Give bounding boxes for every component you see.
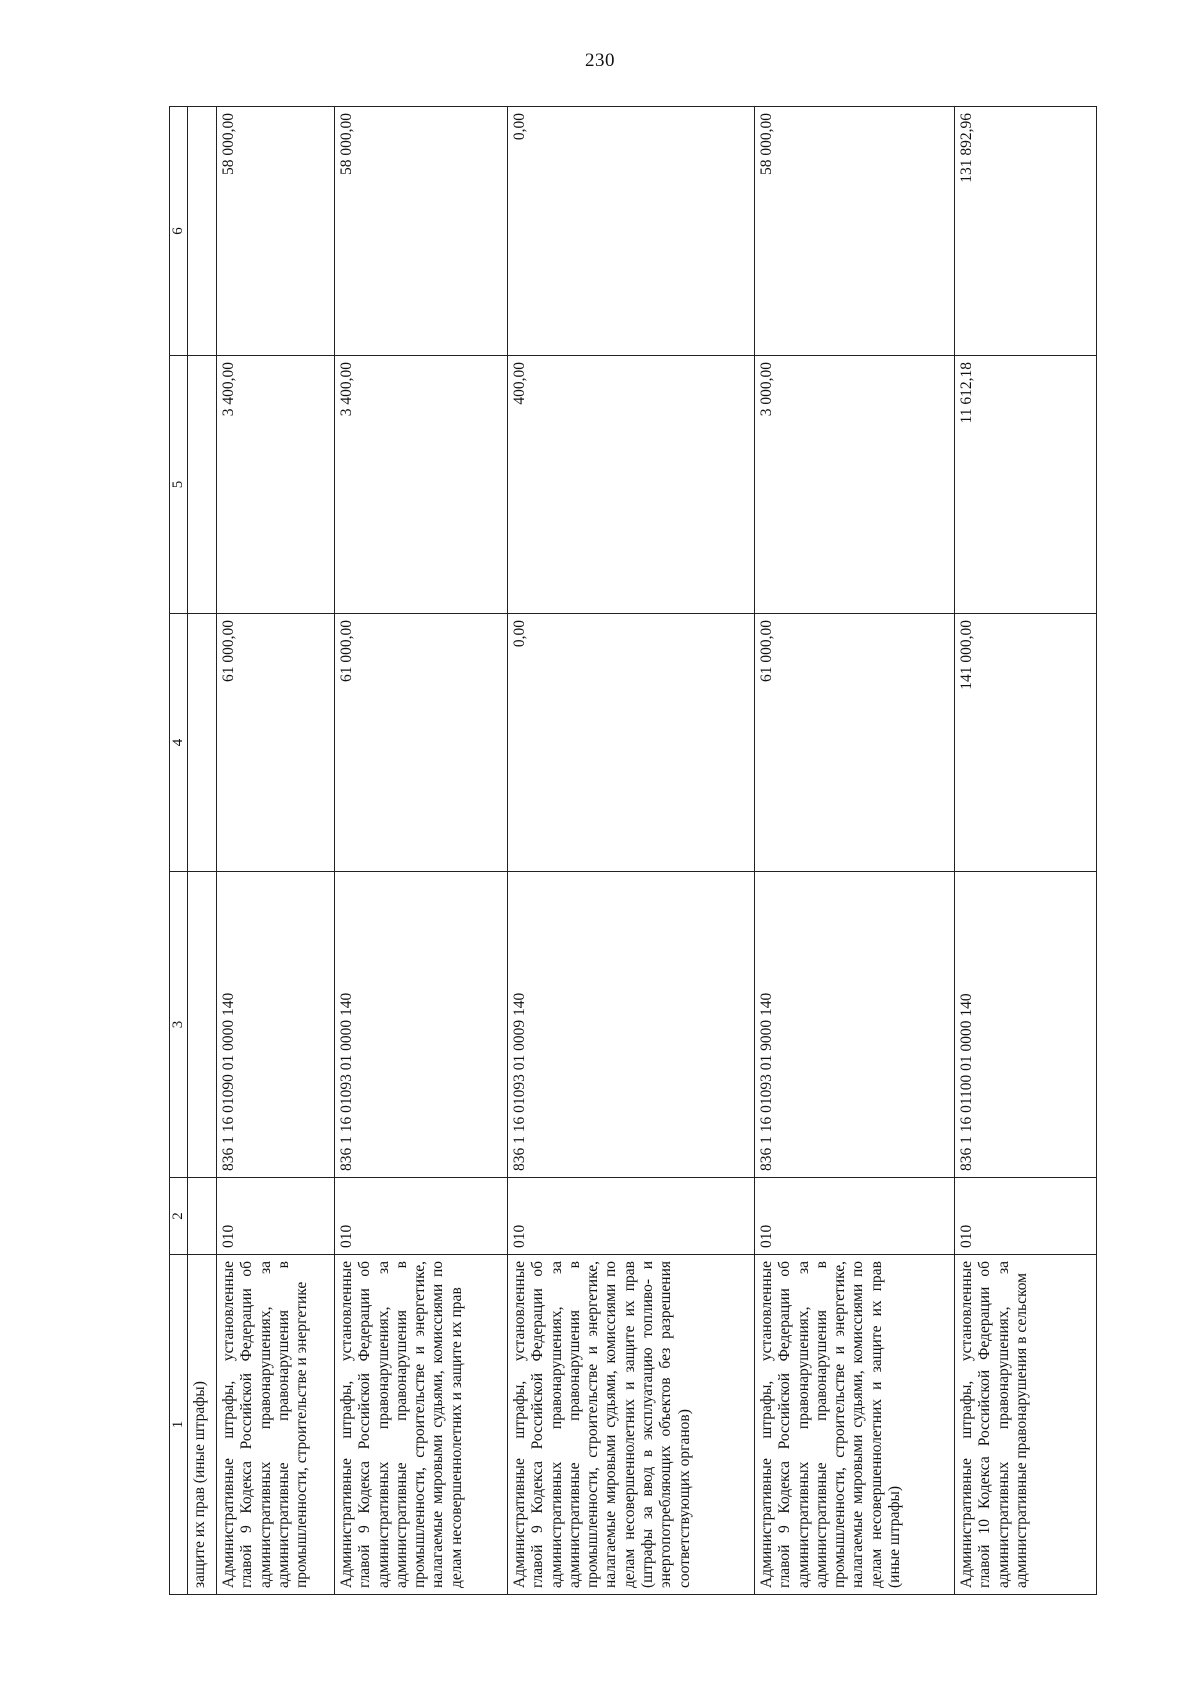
row-code: 836 1 16 01100 01 0000 140 <box>955 872 1097 1178</box>
continuation-empty-cell <box>188 356 217 614</box>
header-col-5: 5 <box>170 356 188 614</box>
row-col5: 11 612,18 <box>955 356 1097 614</box>
continuation-text: защите их прав (иные штрафы) <box>188 1255 217 1595</box>
row-col4: 0,00 <box>508 614 755 872</box>
table-header-row <box>170 107 188 1595</box>
row-col6: 58 000,00 <box>217 107 335 356</box>
row-col5: 3 400,00 <box>217 356 335 614</box>
row-col6: 58 000,00 <box>755 107 955 356</box>
rotated-table-container <box>169 107 1097 1595</box>
row-code: 836 1 16 01093 01 0009 140 <box>508 872 755 1178</box>
table-row <box>217 107 335 1595</box>
row-col6: 0,00 <box>508 107 755 356</box>
table-row <box>755 107 955 1595</box>
continuation-empty-cell <box>188 872 217 1178</box>
row-code: 836 1 16 01093 01 0000 140 <box>335 872 508 1178</box>
table-row <box>955 107 1097 1595</box>
row-col6: 58 000,00 <box>335 107 508 356</box>
continuation-empty-cell <box>188 107 217 356</box>
header-col-6: 6 <box>170 107 188 356</box>
table-row <box>335 107 508 1595</box>
row-col2: 010 <box>217 1178 335 1255</box>
row-col2: 010 <box>335 1178 508 1255</box>
header-col-1: 1 <box>170 1255 188 1595</box>
row-col2: 010 <box>508 1178 755 1255</box>
continuation-row <box>188 107 217 1595</box>
row-description: Административные штрафы, установленные главой 10 Кодекса Российской Федерации об административных правонарушениях, за административные правонарушения в сельском <box>955 1255 1097 1595</box>
row-col2: 010 <box>955 1178 1097 1255</box>
table-row <box>508 107 755 1595</box>
row-col4: 141 000,00 <box>955 614 1097 872</box>
row-col6: 131 892,96 <box>955 107 1097 356</box>
row-code: 836 1 16 01093 01 9000 140 <box>755 872 955 1178</box>
row-description: Административные штрафы, установленные главой 9 Кодекса Российской Федерации об административных правонарушениях, за административные правонарушения в промышленности, строительстве и энергетике, налагаемые мировыми судьями, комиссиями по делам несовершеннолетних и защите их прав (иные штрафы) <box>755 1255 955 1595</box>
row-description: Административные штрафы, установленные главой 9 Кодекса Российской Федерации об административных правонарушениях, за административные правонарушения в промышленности, строительстве и энергетике, налагаемые мировыми судьями, комиссиями по делам несовершеннолетних и защите их прав <box>335 1255 508 1595</box>
row-col5: 400,00 <box>508 356 755 614</box>
header-col-4: 4 <box>170 614 188 872</box>
row-col2: 010 <box>755 1178 955 1255</box>
header-col-2: 2 <box>170 1178 188 1255</box>
continuation-empty-cell <box>188 1178 217 1255</box>
row-col5: 3 000,00 <box>755 356 955 614</box>
header-col-3: 3 <box>170 872 188 1178</box>
row-col4: 61 000,00 <box>335 614 508 872</box>
row-col4: 61 000,00 <box>755 614 955 872</box>
row-col4: 61 000,00 <box>217 614 335 872</box>
page-number: 230 <box>585 50 615 71</box>
budget-table <box>169 106 1097 1595</box>
row-code: 836 1 16 01090 01 0000 140 <box>217 872 335 1178</box>
continuation-empty-cell <box>188 614 217 872</box>
row-col5: 3 400,00 <box>335 356 508 614</box>
row-description: Административные штрафы, установленные главой 9 Кодекса Российской Федерации об административных правонарушениях, за административные правонарушения в промышленности, строительстве и энергетике <box>217 1255 335 1595</box>
row-description: Административные штрафы, установленные главой 9 Кодекса Российской Федерации об административных правонарушениях, за административные правонарушения в промышленности, строительстве и энергетике, налагаемые мировыми судьями, комиссиями по делам несовершеннолетних и защите их прав (штрафы за ввод в эксплуатацию топливо- и энергопотребляющих объектов без разрешения соответствующих органов) <box>508 1255 755 1595</box>
